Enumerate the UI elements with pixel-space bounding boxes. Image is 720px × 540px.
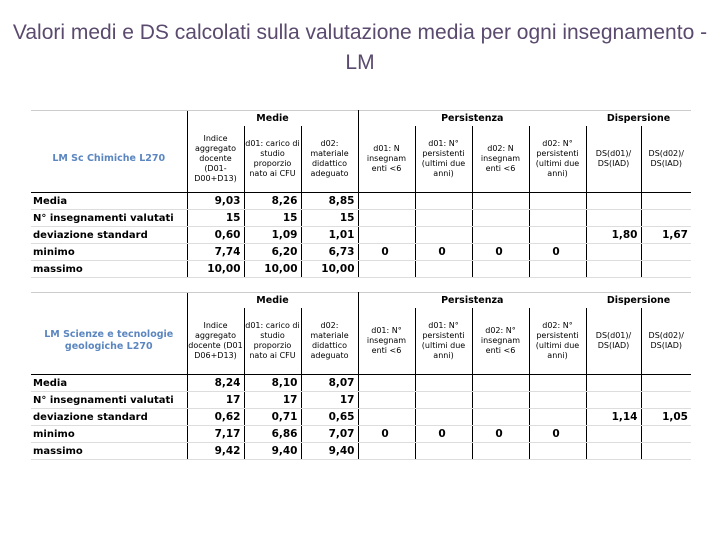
table-cell: 6,73 <box>301 244 358 261</box>
group-medie: Medie <box>187 293 358 309</box>
table-row <box>31 193 691 210</box>
group-dispersione: Dispersione <box>586 293 691 309</box>
table-row <box>31 426 691 443</box>
table-cell <box>641 210 691 227</box>
table-cell: 15 <box>301 210 358 227</box>
column-header: d02: N° insegnam enti <6 <box>472 308 529 375</box>
table-cell: 1,67 <box>641 227 691 244</box>
table-cell <box>586 392 641 409</box>
table-row <box>31 261 691 278</box>
column-header: d02: materiale didattico adeguato <box>301 126 358 193</box>
table-cell: 8,07 <box>301 375 358 392</box>
group-dispersione: Dispersione <box>586 111 691 127</box>
table-cell: 0,62 <box>187 409 244 426</box>
column-header: d01: carico di studio proporzio nato ai CFU <box>244 308 301 375</box>
table-cell: 0,60 <box>187 227 244 244</box>
table-row <box>31 210 691 227</box>
column-header: d01: N° persistenti (ultimi due anni) <box>415 126 472 193</box>
table-cell <box>641 443 691 460</box>
table-cell <box>586 193 641 210</box>
table-cell: 1,09 <box>244 227 301 244</box>
table-cell: 0 <box>529 426 586 443</box>
row-label: Media <box>31 193 187 210</box>
table-cell: 1,01 <box>301 227 358 244</box>
table-cell <box>358 409 415 426</box>
column-header: DS(d02)/ DS(IAD) <box>641 308 691 375</box>
table-cell: 17 <box>244 392 301 409</box>
table-cell: 17 <box>301 392 358 409</box>
row-label: minimo <box>31 244 187 261</box>
table-cell: 9,42 <box>187 443 244 460</box>
table-cell <box>641 193 691 210</box>
table-cell: 9,40 <box>301 443 358 460</box>
table-cell: 1,14 <box>586 409 641 426</box>
table-cell <box>586 210 641 227</box>
table-cell: 8,85 <box>301 193 358 210</box>
table-cell: 8,10 <box>244 375 301 392</box>
table-cell <box>415 375 472 392</box>
table-cell <box>358 443 415 460</box>
table-cell <box>586 375 641 392</box>
table-row <box>31 409 691 426</box>
table-cell: 7,07 <box>301 426 358 443</box>
column-header: Indice aggregato docente (D01-D00+D13) <box>187 126 244 193</box>
table-cell <box>641 244 691 261</box>
column-header: d01: N° persistenti (ultimi due anni) <box>415 308 472 375</box>
table-cell: 9,03 <box>187 193 244 210</box>
group-persistenza: Persistenza <box>358 293 586 309</box>
table-cell: 0 <box>472 244 529 261</box>
table-cell <box>415 227 472 244</box>
table-cell <box>358 392 415 409</box>
table-cell <box>358 375 415 392</box>
table-cell <box>358 227 415 244</box>
table-cell <box>472 443 529 460</box>
table-cell <box>529 210 586 227</box>
table-cell: 0 <box>529 244 586 261</box>
row-label: deviazione standard <box>31 409 187 426</box>
table-row <box>31 244 691 261</box>
column-header: DS(d01)/ DS(IAD) <box>586 308 641 375</box>
table-cell <box>472 210 529 227</box>
table-cell <box>472 409 529 426</box>
table-cell: 7,74 <box>187 244 244 261</box>
column-header: d01: N° insegnam enti <6 <box>358 308 415 375</box>
column-header: d01: N insegnam enti <6 <box>358 126 415 193</box>
column-header: DS(d01)/ DS(IAD) <box>586 126 641 193</box>
course-label: LM Sc Chimiche L270 <box>31 126 187 193</box>
table-cell: 1,05 <box>641 409 691 426</box>
table-cell <box>529 443 586 460</box>
table-cell <box>586 426 641 443</box>
table-cell: 0 <box>415 426 472 443</box>
table-cell <box>472 227 529 244</box>
table-cell: 6,86 <box>244 426 301 443</box>
row-label: massimo <box>31 443 187 460</box>
column-header: Indice aggregato docente (D01 D06+D13) <box>187 308 244 375</box>
table-cell <box>415 392 472 409</box>
group-medie: Medie <box>187 111 358 127</box>
table-cell <box>586 244 641 261</box>
table-cell <box>529 375 586 392</box>
table-cell <box>641 426 691 443</box>
row-label: minimo <box>31 426 187 443</box>
table-cell <box>415 409 472 426</box>
table-row <box>31 227 691 244</box>
stats-table-2 <box>31 292 691 460</box>
table-cell <box>415 261 472 278</box>
table-cell <box>641 375 691 392</box>
table-cell: 17 <box>187 392 244 409</box>
table-cell <box>472 193 529 210</box>
table-cell: 8,24 <box>187 375 244 392</box>
table-cell <box>358 261 415 278</box>
table-cell: 0,65 <box>301 409 358 426</box>
row-label: N° insegnamenti valutati <box>31 210 187 227</box>
row-label: N° insegnamenti valutati <box>31 392 187 409</box>
table-cell: 0 <box>358 244 415 261</box>
table-cell: 0 <box>415 244 472 261</box>
column-header: d02: materiale didattico adeguato <box>301 308 358 375</box>
group-persistenza: Persistenza <box>358 111 586 127</box>
table-cell: 0 <box>472 426 529 443</box>
row-label: massimo <box>31 261 187 278</box>
stats-table-1 <box>31 110 691 278</box>
column-header: d02: N insegnam enti <6 <box>472 126 529 193</box>
course-label: LM Scienze e tecnologie geologiche L270 <box>31 308 187 375</box>
table-cell <box>529 261 586 278</box>
table-cell <box>529 227 586 244</box>
table-cell: 1,80 <box>586 227 641 244</box>
table-cell <box>472 392 529 409</box>
row-label: Media <box>31 375 187 392</box>
slide-title: Valori medi e DS calcolati sulla valutazione media per ogni insegnamento - LM <box>12 21 708 74</box>
table-cell <box>529 193 586 210</box>
table-cell <box>415 193 472 210</box>
table-cell: 10,00 <box>244 261 301 278</box>
table-cell <box>358 193 415 210</box>
table-cell: 10,00 <box>301 261 358 278</box>
table-cell: 6,20 <box>244 244 301 261</box>
table-cell <box>415 210 472 227</box>
column-header: d02: N° persistenti (ultimi due anni) <box>529 308 586 375</box>
table-cell <box>415 443 472 460</box>
table-row <box>31 443 691 460</box>
table-cell: 15 <box>187 210 244 227</box>
column-header: DS(d02)/ DS(IAD) <box>641 126 691 193</box>
table-cell <box>472 375 529 392</box>
column-header: d01: carico di studio proporzio nato ai CFU <box>244 126 301 193</box>
table-cell: 9,40 <box>244 443 301 460</box>
table-cell: 0,71 <box>244 409 301 426</box>
row-label: deviazione standard <box>31 227 187 244</box>
table-cell: 0 <box>358 426 415 443</box>
table-cell: 8,26 <box>244 193 301 210</box>
column-header: d02: N° persistenti (ultimi due anni) <box>529 126 586 193</box>
table-cell: 7,17 <box>187 426 244 443</box>
table-cell <box>586 261 641 278</box>
table-row <box>31 375 691 392</box>
table-cell <box>529 409 586 426</box>
table-cell <box>641 261 691 278</box>
table-row <box>31 392 691 409</box>
table-cell <box>641 392 691 409</box>
table-cell <box>472 261 529 278</box>
table-cell <box>358 210 415 227</box>
table-cell: 10,00 <box>187 261 244 278</box>
table-cell: 15 <box>244 210 301 227</box>
table-cell <box>529 392 586 409</box>
table-cell <box>586 443 641 460</box>
